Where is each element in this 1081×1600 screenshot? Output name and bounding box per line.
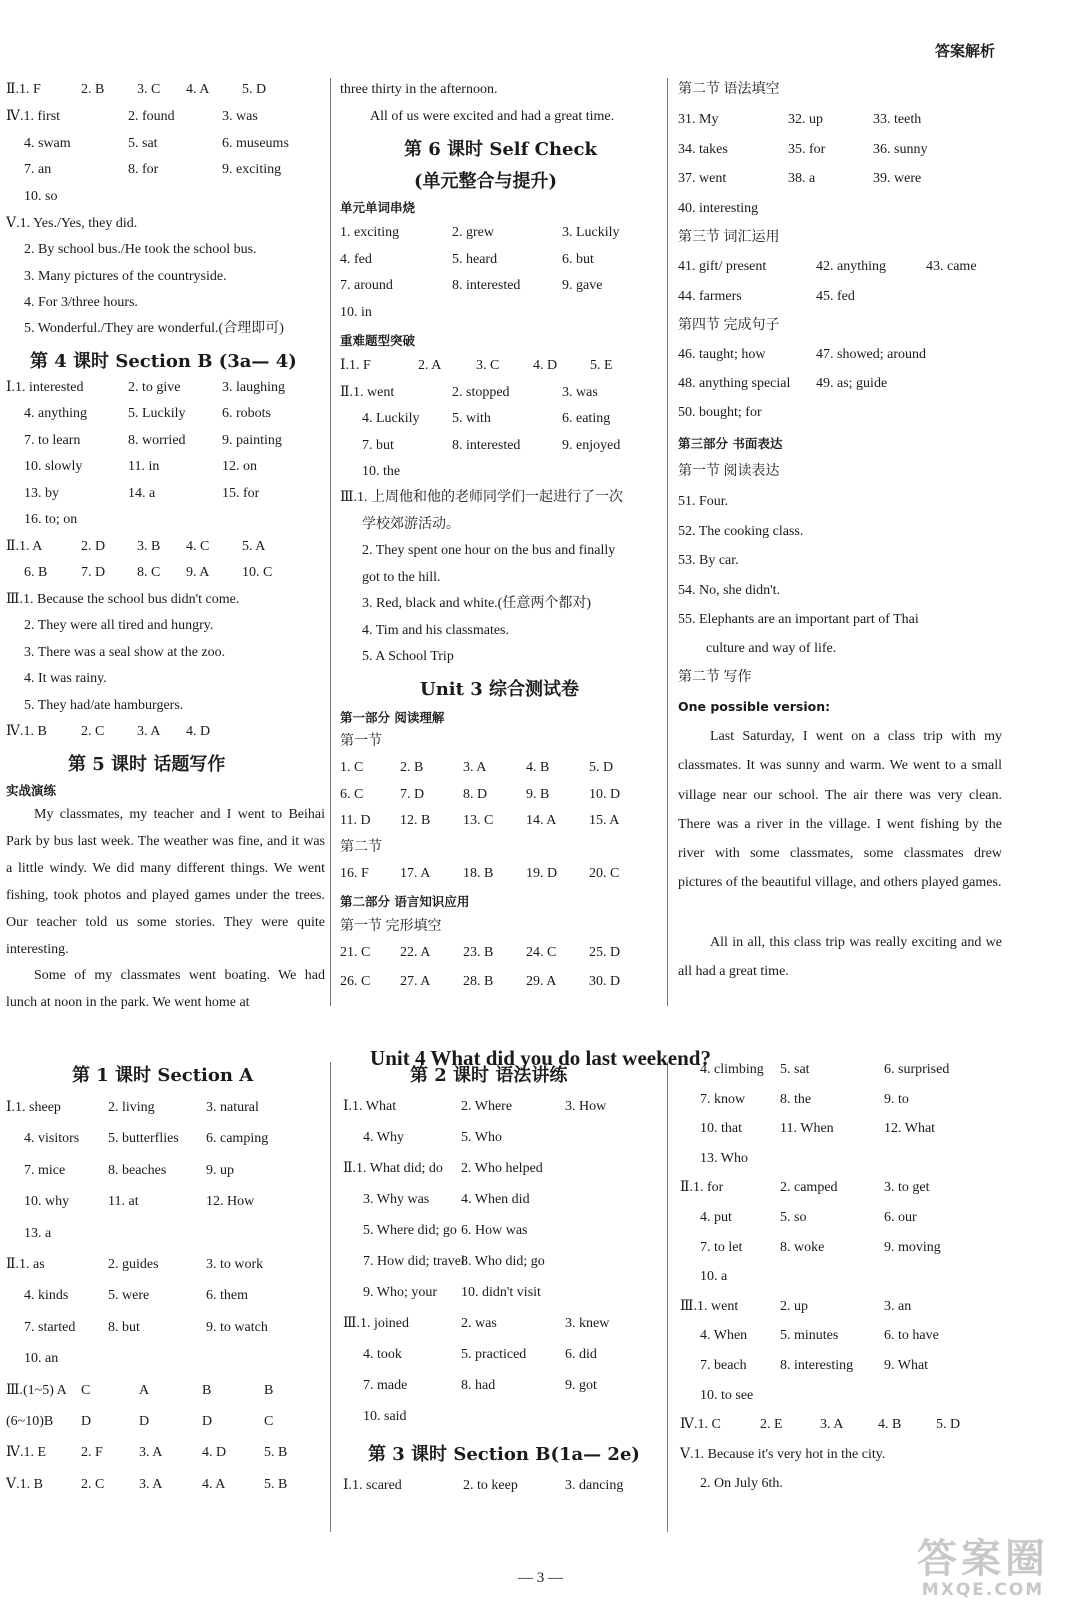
answer-item: 7. started xyxy=(24,1320,76,1335)
answer-item: 6. eating xyxy=(562,411,611,426)
answer-item: 32. up xyxy=(788,112,823,127)
answer-item: 11. When xyxy=(780,1121,834,1136)
answer-item: 14. a xyxy=(128,486,156,501)
answer-item: A xyxy=(139,1383,150,1398)
answer-item: 36. sunny xyxy=(873,142,928,157)
answer-item: 2. Who helped xyxy=(461,1161,543,1176)
answer-item: 7. around xyxy=(340,278,393,293)
answer-item: 5. Luckily xyxy=(128,406,186,421)
answer-item: 3. C xyxy=(137,82,161,97)
answer-item: 38. a xyxy=(788,171,816,186)
answer-item: 2. was xyxy=(461,1316,497,1331)
answer-item: 31. My xyxy=(678,112,719,127)
answer-item: B xyxy=(202,1383,212,1398)
answer-item: 21. C xyxy=(340,945,371,960)
answer-item: 7. to learn xyxy=(24,433,81,448)
answer-item: C xyxy=(81,1383,91,1398)
answer-item: 15. for xyxy=(222,486,260,501)
answer-item: 2. camped xyxy=(780,1180,838,1195)
answer-item: 7. beach xyxy=(700,1358,747,1373)
answer-line: 52. The cooking class. xyxy=(678,523,804,539)
answer-line: got to the hill. xyxy=(362,570,441,585)
answer-item: 3. How xyxy=(565,1099,607,1114)
answer-item: 4. Why xyxy=(363,1130,404,1145)
answer-item: B xyxy=(264,1383,274,1398)
answer-item: D xyxy=(139,1414,150,1429)
answer-item: 43. came xyxy=(926,259,977,274)
answer-item: 2. grew xyxy=(452,225,494,240)
answer-item: 4. B xyxy=(526,760,550,775)
answer-item: Ⅰ.1. sheep xyxy=(6,1100,61,1115)
answer-item: 7. an xyxy=(24,162,52,177)
answer-item: 33. teeth xyxy=(873,112,922,127)
answer-item: 3. Many pictures of the countryside. xyxy=(24,269,227,284)
answer-item: 5. Who xyxy=(461,1130,502,1145)
answer-line: 51. Four. xyxy=(678,494,729,509)
answer-item: 4. took xyxy=(363,1347,402,1362)
answer-item: 4. anything xyxy=(24,406,87,421)
answer-item: 12. What xyxy=(884,1121,936,1136)
answer-item: 2. Where xyxy=(461,1099,513,1114)
answer-item: 46. taught; how xyxy=(678,347,766,362)
answer-item: 2. guides xyxy=(108,1257,159,1272)
answer-item: 4. swam xyxy=(24,136,71,151)
answer-item: 25. D xyxy=(589,945,621,960)
answer-item: 2. On July 6th. xyxy=(700,1476,783,1491)
answer-item: 4. B xyxy=(878,1417,902,1432)
answer-item: 3. A xyxy=(463,760,487,775)
section-label: One possible version: xyxy=(678,699,831,714)
answer-item: 4. D xyxy=(533,358,558,373)
answer-item: Ⅴ.1. B xyxy=(6,1477,43,1492)
answer-item: 17. A xyxy=(400,866,431,881)
answer-item: 5. D xyxy=(242,82,267,97)
answer-item: 4. C xyxy=(186,539,210,554)
answer-item: 16. F xyxy=(340,866,369,881)
answer-item: 3. There was a seal show at the zoo. xyxy=(24,645,226,660)
answer-item: 2. B xyxy=(81,82,105,97)
answer-item: 2. D xyxy=(81,539,106,554)
answer-item: 7. but xyxy=(362,438,394,453)
answer-item: 4. D xyxy=(202,1445,227,1460)
answer-item: 8. beaches xyxy=(108,1163,167,1178)
answer-item: 29. A xyxy=(526,974,557,989)
answer-item: 8. interested xyxy=(452,438,521,453)
answer-item: 2. C xyxy=(81,724,105,739)
answer-line: 54. No, she didn't. xyxy=(678,582,781,598)
answer-item: 11. D xyxy=(340,813,371,828)
answer-item: 6. our xyxy=(884,1210,917,1225)
answer-item: 20. C xyxy=(589,866,620,881)
answer-line: 53. By car. xyxy=(678,553,739,568)
answer-item: 10. the xyxy=(362,464,401,479)
answer-item: 10. so xyxy=(24,189,58,204)
answer-line: 5. A School Trip xyxy=(362,649,454,664)
answer-item: 9. A xyxy=(186,565,210,580)
answer-item: 2. found xyxy=(128,109,175,124)
section-label: 第二节 语法填空 xyxy=(678,82,780,97)
answer-item: 8. the xyxy=(780,1092,812,1107)
answer-item: 2. up xyxy=(780,1299,808,1314)
section-label: 第二节 xyxy=(340,840,382,855)
answer-item: Ⅳ.1. E xyxy=(6,1445,47,1460)
lesson-heading: 第 6 课时 Self Check xyxy=(404,139,597,160)
answer-item: 4. A xyxy=(186,82,210,97)
answer-item: 2. to keep xyxy=(463,1478,518,1493)
section-label: 第一节 完形填空 xyxy=(340,919,442,934)
answer-item: 6. camping xyxy=(206,1131,269,1146)
answer-item: 6. surprised xyxy=(884,1062,950,1077)
answer-item: 4. For 3/three hours. xyxy=(24,295,138,310)
lesson-heading: (单元整合与提升) xyxy=(414,171,558,192)
answer-item: 5. heard xyxy=(452,252,498,267)
answer-item: 8. for xyxy=(128,162,159,177)
answer-item: 9. B xyxy=(526,787,550,802)
answer-item: 3. B xyxy=(137,539,161,554)
answer-item: 6. did xyxy=(565,1347,597,1362)
answer-item: 12. on xyxy=(222,459,257,474)
answer-item: 24. C xyxy=(526,945,557,960)
answer-item: 10. D xyxy=(589,787,621,802)
page-header: 答案解析 xyxy=(934,42,995,60)
answer-item: 7. to let xyxy=(700,1240,743,1255)
section-label: 重难题型突破 xyxy=(340,333,416,348)
answer-item: Ⅲ.1. Because the school bus didn't come. xyxy=(6,592,240,607)
answer-item: (6~10)B xyxy=(6,1414,54,1429)
answer-item: 4. kinds xyxy=(24,1288,69,1303)
answer-item: 26. C xyxy=(340,974,371,989)
answer-item: 41. gift/ present xyxy=(678,259,767,274)
section-label: 第二部分 语言知识应用 xyxy=(340,894,470,909)
answer-item: C xyxy=(264,1414,274,1429)
answer-item: 9. to xyxy=(884,1092,909,1107)
answer-item: 2. F xyxy=(81,1445,103,1460)
answer-item: 5. practiced xyxy=(461,1347,527,1362)
lesson-heading: 第 2 课时 语法讲练 xyxy=(410,1065,568,1086)
section-label: 第一节 xyxy=(340,734,382,749)
answer-item: 6. B xyxy=(24,565,48,580)
answer-item: 42. anything xyxy=(816,259,886,274)
answer-item: 8. woke xyxy=(780,1240,825,1255)
answer-item: 2. living xyxy=(108,1100,155,1115)
answer-item: Ⅱ.1. for xyxy=(680,1180,724,1195)
answer-item: 10. in xyxy=(340,305,372,320)
answer-item: 2. stopped xyxy=(452,385,510,400)
answer-item: 35. for xyxy=(788,142,826,157)
answer-item: 50. bought; for xyxy=(678,405,762,420)
answer-item: 5. A xyxy=(242,539,266,554)
column-divider xyxy=(667,78,668,1006)
section-label: 第三节 词汇运用 xyxy=(678,230,780,245)
answer-item: 5. B xyxy=(264,1445,288,1460)
answer-line: 4. Tim and his classmates. xyxy=(362,623,510,638)
answer-item: 5. Where did; go xyxy=(363,1223,457,1238)
answer-item: 5. D xyxy=(936,1417,961,1432)
column-divider xyxy=(330,78,331,1006)
answer-line: Ⅲ.1. 上周他和他的老师同学们一起进行了一次 xyxy=(340,490,623,505)
answer-item: Ⅲ.(1~5) A xyxy=(6,1383,67,1398)
answer-item: 13. a xyxy=(24,1226,52,1241)
answer-item: 4. It was rainy. xyxy=(24,671,107,686)
answer-item: 3. to get xyxy=(884,1180,930,1195)
answer-item: 4. When did xyxy=(461,1192,530,1207)
answer-item: 27. A xyxy=(400,974,431,989)
answer-item: 2. to give xyxy=(128,380,181,395)
answer-item: 6. museums xyxy=(222,136,289,151)
answer-item: 13. by xyxy=(24,486,59,501)
answer-item: 3. Why was xyxy=(363,1192,430,1207)
answer-item: 30. D xyxy=(589,974,621,989)
answer-item: 6. How was xyxy=(461,1223,528,1238)
answer-item: 18. B xyxy=(463,866,494,881)
answer-item: 3. to work xyxy=(206,1257,264,1272)
answer-item: 5. were xyxy=(108,1288,150,1303)
answer-item: 9. got xyxy=(565,1378,597,1393)
answer-item: 8. had xyxy=(461,1378,496,1393)
answer-item: 7. know xyxy=(700,1092,746,1107)
answer-item: 39. were xyxy=(873,171,922,186)
answer-item: 13. C xyxy=(463,813,494,828)
answer-item: 3. Luckily xyxy=(562,225,620,240)
answer-item: 9. What xyxy=(884,1358,929,1373)
answer-item: Ⅲ.1. joined xyxy=(343,1316,409,1331)
answer-item: 9. gave xyxy=(562,278,603,293)
answer-item: Ⅳ.1. first xyxy=(6,109,61,124)
answer-item: Ⅴ.1. Yes./Yes, they did. xyxy=(6,216,138,231)
answer-item: 3. C xyxy=(476,358,500,373)
answer-item: 1. exciting xyxy=(340,225,400,240)
answer-item: 3. A xyxy=(820,1417,844,1432)
answer-item: 4. A xyxy=(202,1477,226,1492)
watermark-logo: 答案圈 MXQE.COM xyxy=(917,1536,1049,1600)
answer-item: 10. didn't visit xyxy=(461,1285,541,1300)
answer-item: 6. them xyxy=(206,1288,248,1303)
answer-item: 4. Luckily xyxy=(362,411,420,426)
answer-item: 2. By school bus./He took the school bus. xyxy=(24,242,257,257)
answer-item: 7. D xyxy=(81,565,106,580)
answer-item: 9. painting xyxy=(222,433,282,448)
answer-item: Ⅲ.1. went xyxy=(680,1299,739,1314)
answer-item: 6. robots xyxy=(222,406,271,421)
answer-item: 10. slowly xyxy=(24,459,83,474)
answer-item: 9. up xyxy=(206,1163,234,1178)
answer-item: 3. A xyxy=(137,724,161,739)
answer-item: 8. interested xyxy=(452,278,521,293)
answer-item: 23. B xyxy=(463,945,494,960)
answer-item: 7. made xyxy=(363,1378,408,1393)
answer-item: 8. Who did; go xyxy=(461,1254,545,1269)
answer-item: 3. an xyxy=(884,1299,912,1314)
answer-item: 10. why xyxy=(24,1194,70,1209)
answer-item: 9. to watch xyxy=(206,1320,268,1335)
answer-item: Ⅱ.1. What did; do xyxy=(343,1161,443,1176)
answer-item: D xyxy=(202,1414,213,1429)
answer-item: 8. interesting xyxy=(780,1358,854,1373)
answer-item: 10. a xyxy=(700,1269,728,1284)
answer-item: Ⅱ.1. A xyxy=(6,539,43,554)
answer-item: 5. D xyxy=(589,760,614,775)
answer-item: 2. They were all tired and hungry. xyxy=(24,618,214,633)
section-label: 单元单词串烧 xyxy=(340,200,416,215)
answer-item: 5. sat xyxy=(128,136,158,151)
answer-item: Ⅰ.1. F xyxy=(340,358,371,373)
answer-item: 5. E xyxy=(590,358,613,373)
lesson-heading: 第 5 课时 话题写作 xyxy=(68,754,226,775)
answer-item: Ⅴ.1. Because it's very hot in the city. xyxy=(680,1447,886,1462)
answer-item: 10. said xyxy=(363,1409,407,1424)
sample-essay: Last Saturday, I went on a class trip with my classmates. It was sunny and warm. We went to a small village near our school. The air there was very clean. There was a river in the village. I went fishing by the river with some classmates, some classmates drew pictures of the beautiful village, and others played games. xyxy=(678,729,1002,891)
section-label: 第二节 写作 xyxy=(678,670,752,685)
answer-item: 10. to see xyxy=(700,1388,754,1403)
answer-item: 8. worried xyxy=(128,433,186,448)
answer-item: 10. C xyxy=(242,565,273,580)
test-heading: Unit 3 综合测试卷 xyxy=(420,679,579,700)
answer-line: 2. They spent one hour on the bus and finally xyxy=(362,543,616,558)
answer-item: 9. exciting xyxy=(222,162,282,177)
answer-item: Ⅰ.1. scared xyxy=(343,1478,402,1493)
answer-line: 3. Red, black and white.(任意两个都对) xyxy=(362,596,592,611)
answer-item: 4. visitors xyxy=(24,1131,80,1146)
answer-item: 49. as; guide xyxy=(816,376,888,391)
section-label: 第三部分 书面表达 xyxy=(678,436,783,451)
answer-item: 4. put xyxy=(700,1210,732,1225)
answer-item: 5. Wonderful./They are wonderful.(合理即可) xyxy=(24,321,284,336)
answer-item: 9. Who; your xyxy=(363,1285,438,1300)
answer-item: 37. went xyxy=(678,171,727,186)
answer-item: 8. but xyxy=(108,1320,140,1335)
answer-line: culture and way of life. xyxy=(706,641,837,656)
answer-item: 14. A xyxy=(526,813,557,828)
answer-item: 19. D xyxy=(526,866,558,881)
answer-item: 4. When xyxy=(700,1328,748,1343)
answer-item: 5. minutes xyxy=(780,1328,839,1343)
answer-item: 5. They had/ate hamburgers. xyxy=(24,698,184,713)
answer-item: 7. mice xyxy=(24,1163,66,1178)
answer-item: Ⅰ.1. What xyxy=(343,1099,397,1114)
answer-item: 40. interesting xyxy=(678,201,759,216)
answer-item: 11. in xyxy=(128,459,160,474)
sample-essay: My classmates, my teacher and I went to Beihai Park by bus last week. The weather was fine, and it was a little windy. We did many different things. We went fishing, took photos and played games under the trees. Our teacher told us some stories. They were quite interesting. xyxy=(6,807,325,957)
answer-item: 5. sat xyxy=(780,1062,810,1077)
answer-item: 47. showed; around xyxy=(816,347,927,362)
sample-essay: All in all, this class trip was really exciting and we all had a great time. xyxy=(678,935,1002,980)
unit-title: Unit 4 What did you do last weekend? xyxy=(370,1046,711,1070)
answer-item: 5. so xyxy=(780,1210,807,1225)
section-label: 第一部分 阅读理解 xyxy=(340,710,445,725)
page-number: — 3 — xyxy=(518,1570,563,1586)
answer-item: Ⅳ.1. C xyxy=(680,1417,721,1432)
lesson-heading: 第 4 课时 Section B (3a— 4) xyxy=(30,351,297,372)
answer-item: 15. A xyxy=(589,813,620,828)
answer-item: 4. fed xyxy=(340,252,372,267)
answer-item: 1. C xyxy=(340,760,364,775)
answer-item: Ⅱ.1. went xyxy=(340,385,395,400)
lesson-heading: 第 3 课时 Section B(1a— 2e) xyxy=(368,1444,640,1465)
answer-item: 12. How xyxy=(206,1194,255,1209)
answer-item: 3. natural xyxy=(206,1100,259,1115)
answer-item: 12. B xyxy=(400,813,431,828)
answer-item: 5. butterflies xyxy=(108,1131,179,1146)
answer-item: 11. at xyxy=(108,1194,139,1209)
answer-item: 2. B xyxy=(400,760,424,775)
lesson-heading: 第 1 课时 Section A xyxy=(72,1065,254,1086)
answer-item: 8. D xyxy=(463,787,488,802)
answer-item: 44. farmers xyxy=(678,289,742,304)
answer-item: Ⅱ.1. as xyxy=(6,1257,45,1272)
answer-item: 45. fed xyxy=(816,289,855,304)
answer-item: Ⅰ.1. interested xyxy=(6,380,84,395)
answer-item: 10. an xyxy=(24,1351,59,1366)
section-label: 第一节 阅读表达 xyxy=(678,464,780,479)
answer-item: 3. A xyxy=(139,1477,163,1492)
answer-item: 8. C xyxy=(137,565,161,580)
answer-item: 3. knew xyxy=(565,1316,610,1331)
answer-item: 6. C xyxy=(340,787,364,802)
answer-item: 22. A xyxy=(400,945,431,960)
answer-item: 28. B xyxy=(463,974,494,989)
answer-item: 2. C xyxy=(81,1477,105,1492)
text-line: three thirty in the afternoon. xyxy=(340,82,498,97)
answer-item: 7. D xyxy=(400,787,425,802)
column-divider xyxy=(330,1062,331,1532)
answer-item: 6. to have xyxy=(884,1328,939,1343)
text-line: All of us were excited and had a great time. xyxy=(370,109,615,124)
answer-line: 55. Elephants are an important part of Thai xyxy=(678,612,919,627)
answer-item: 5. with xyxy=(452,411,491,426)
answer-item: 3. dancing xyxy=(565,1478,624,1493)
answer-item: 4. climbing xyxy=(700,1062,764,1077)
answer-item: 3. was xyxy=(562,385,598,400)
answer-item: 13. Who xyxy=(700,1151,748,1166)
section-label: 第四节 完成句子 xyxy=(678,318,780,333)
answer-item: 9. moving xyxy=(884,1240,941,1255)
column-divider xyxy=(667,1062,668,1532)
answer-item: 6. but xyxy=(562,252,594,267)
answer-item: 9. enjoyed xyxy=(562,438,621,453)
section-label: 实战演练 xyxy=(6,783,57,798)
answer-item: 5. B xyxy=(264,1477,288,1492)
answer-item: 2. A xyxy=(418,358,442,373)
answer-item: 16. to; on xyxy=(24,512,78,527)
answer-item: 3. laughing xyxy=(222,380,285,395)
answer-item: Ⅱ.1. F xyxy=(6,82,41,97)
sample-essay: Some of my classmates went boating. We had lunch at noon in the park. We went home at xyxy=(6,968,325,1010)
answer-item: Ⅳ.1. B xyxy=(6,724,47,739)
answer-item: 34. takes xyxy=(678,142,728,157)
answer-item: D xyxy=(81,1414,92,1429)
answer-item: 48. anything special xyxy=(678,376,791,391)
answer-item: 10. that xyxy=(700,1121,742,1136)
answer-line: 学校郊游活动。 xyxy=(362,517,460,532)
answer-item: 7. How did; travel xyxy=(363,1254,465,1269)
answer-item: 4. D xyxy=(186,724,211,739)
answer-item: 3. was xyxy=(222,109,258,124)
answer-item: 2. E xyxy=(760,1417,783,1432)
answer-item: 3. A xyxy=(139,1445,163,1460)
